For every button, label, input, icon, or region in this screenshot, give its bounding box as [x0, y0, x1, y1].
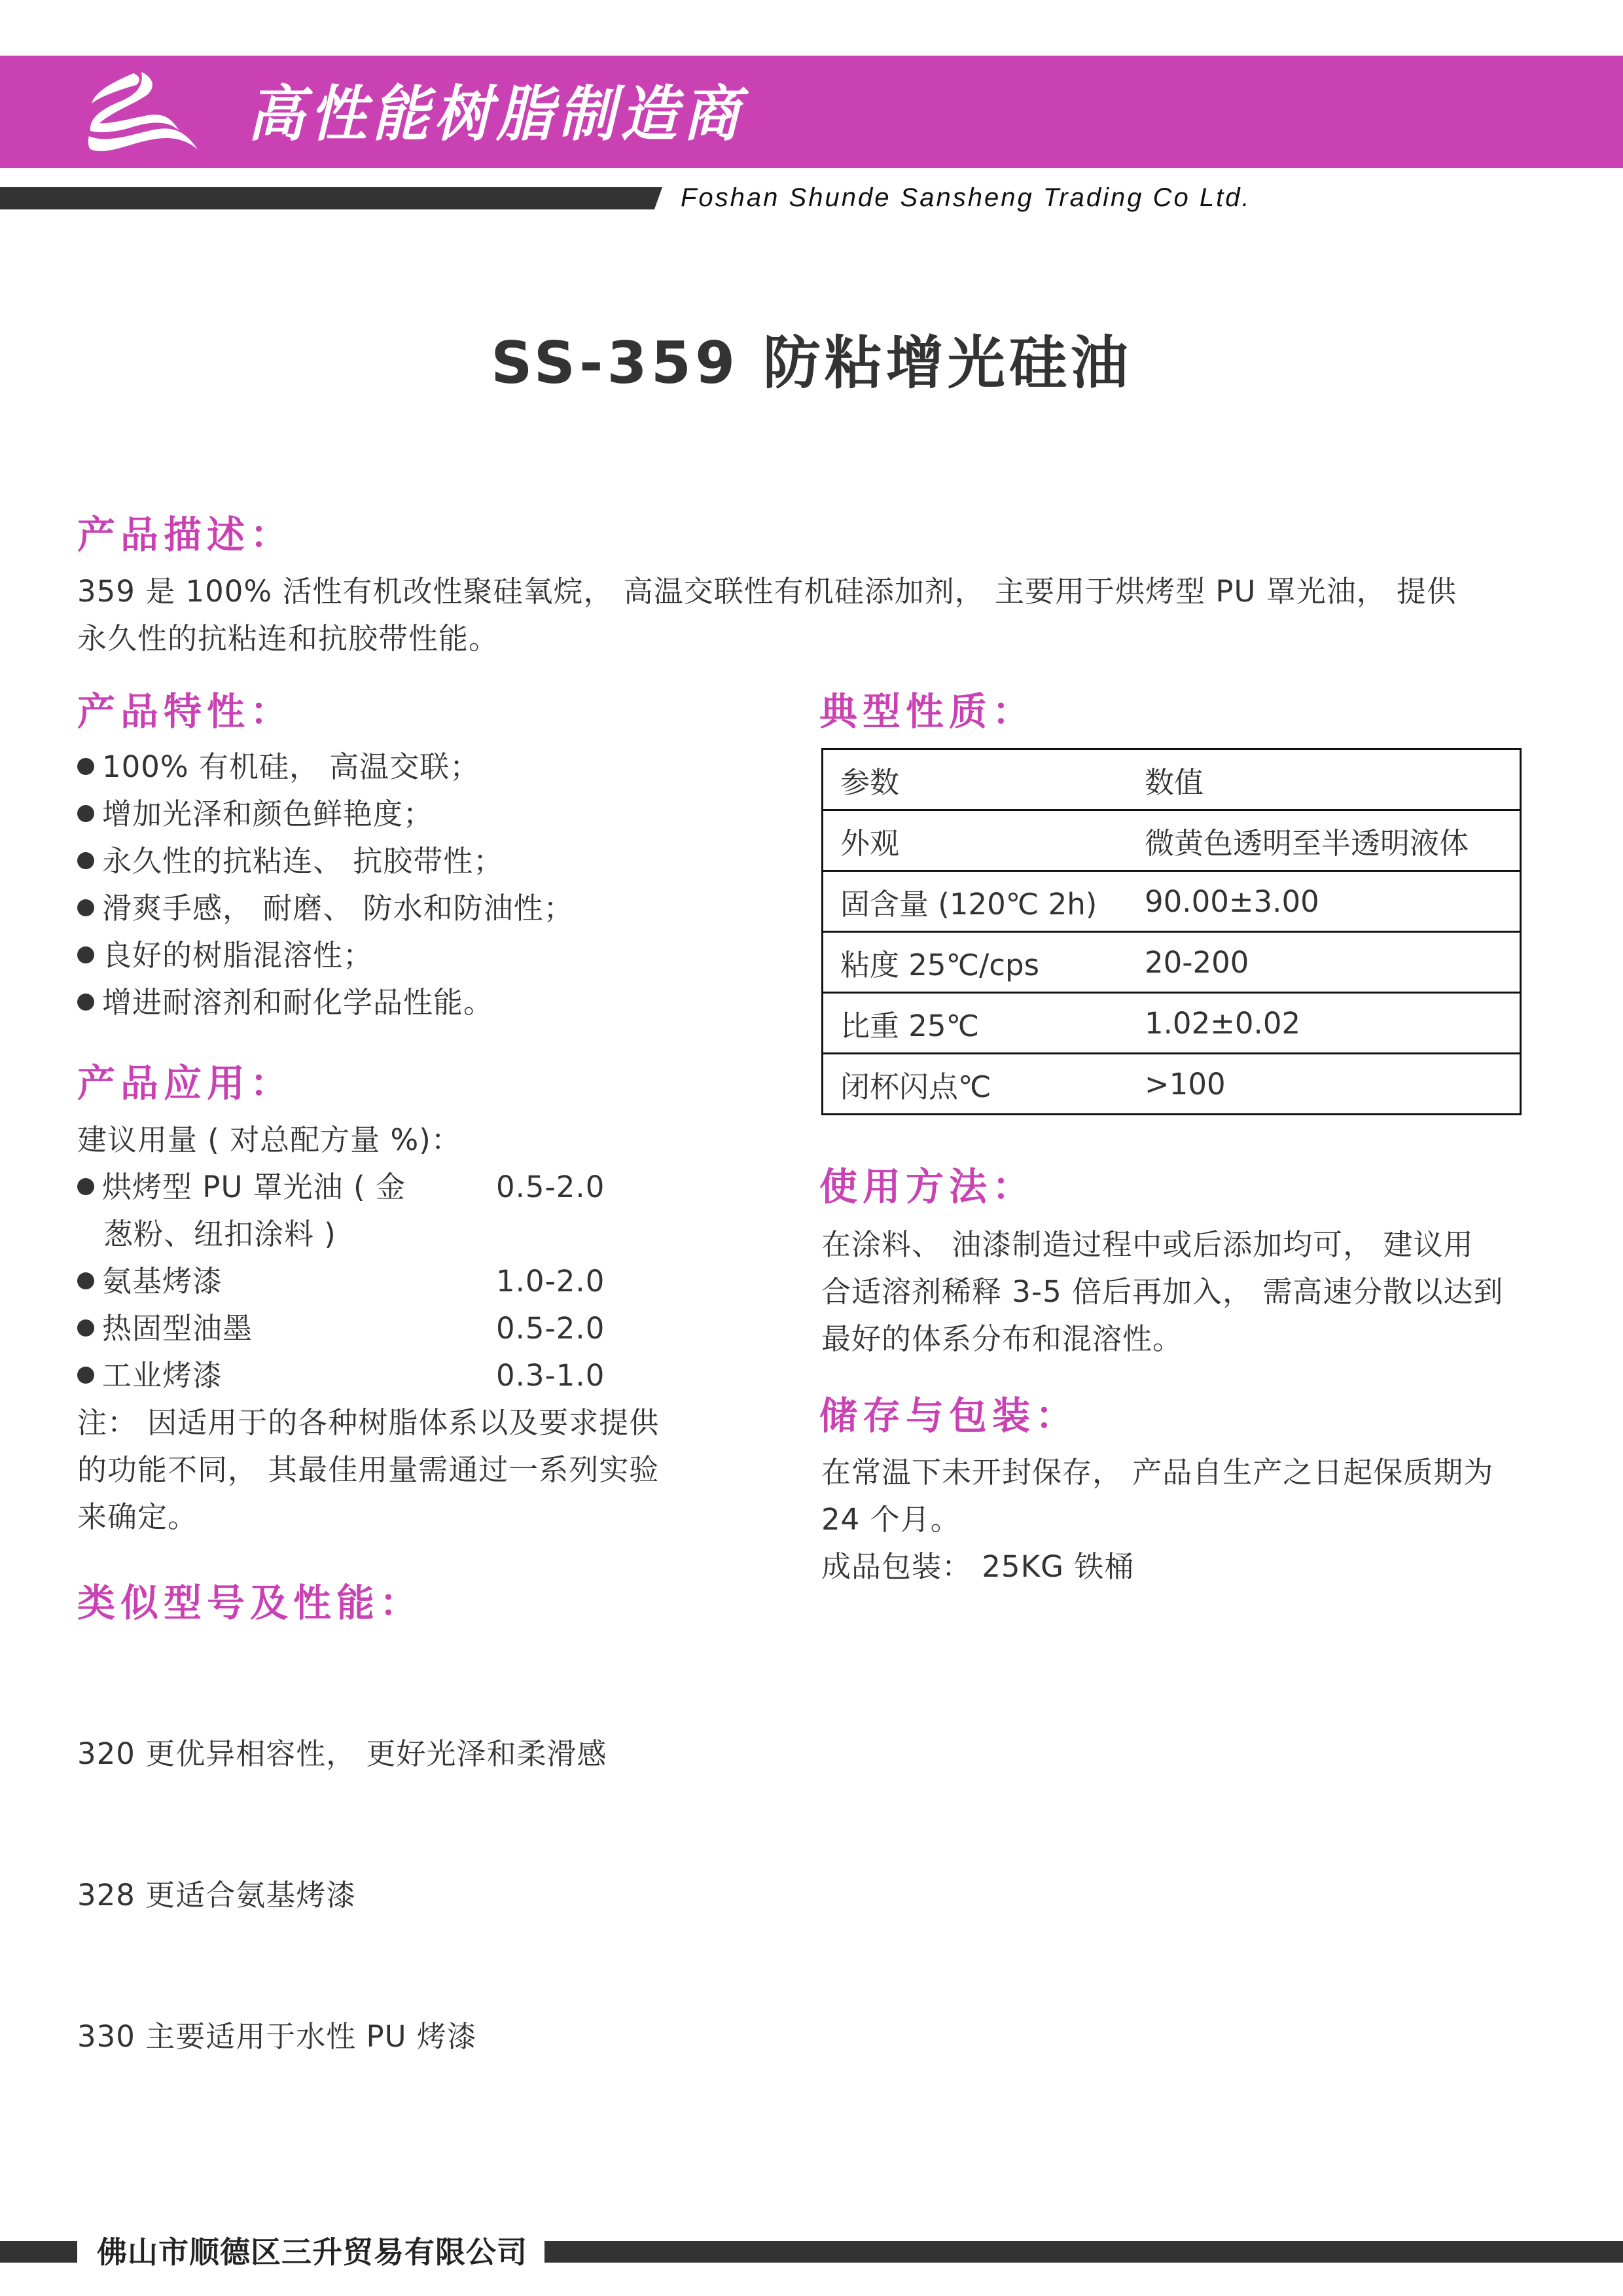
properties-heading: 典型性质： — [819, 689, 1036, 734]
note-line: 注： 因适用于的各种树脂体系以及要求提供 — [77, 1405, 660, 1440]
table-row — [823, 871, 1521, 932]
storage-line: 24 个月。 — [821, 1502, 961, 1537]
application-value: 0.3-1.0 — [496, 1358, 605, 1393]
param-cell: 闭杯闪点℃ — [823, 1054, 1139, 1115]
footer-company-name: 佛山市顺德区三升贸易有限公司 — [97, 2234, 527, 2270]
company-name-en: Foshan Shunde Sansheng Trading Co Ltd. — [681, 183, 1251, 212]
bullet-icon — [77, 1367, 94, 1384]
table-row — [823, 810, 1521, 871]
list-item — [77, 838, 574, 885]
application-value: 0.5-2.0 — [496, 1170, 605, 1204]
feature-text: 100% 有机硅， 高温交联； — [102, 749, 480, 784]
application-row — [77, 1258, 719, 1305]
table-row — [823, 932, 1521, 993]
features-list — [77, 744, 574, 1026]
param-cell: 外观 — [823, 810, 1139, 871]
header-slogan: 高性能树脂制造商 — [247, 79, 745, 149]
bullet-icon — [77, 758, 94, 775]
applications-block — [77, 1117, 719, 1541]
table-header-row — [823, 749, 1521, 810]
footer-bar-right — [544, 2241, 1623, 2263]
param-cell: 比重 25℃ — [823, 993, 1139, 1054]
note-line: 来确定。 — [77, 1499, 198, 1534]
column-header: 参数 — [823, 749, 1139, 810]
properties-table-wrap — [821, 748, 1522, 1115]
list-item — [77, 791, 574, 838]
description-heading: 产品描述： — [77, 512, 294, 557]
list-item: 320 更优异相容性， 更好光泽和柔滑感 — [77, 1736, 607, 1771]
list-item — [77, 744, 574, 791]
similar-heading: 类似型号及性能： — [77, 1581, 423, 1625]
feature-text: 良好的树脂混溶性； — [102, 938, 374, 973]
application-value: 1.0-2.0 — [496, 1264, 605, 1299]
feature-text: 增进耐溶剂和耐化学品性能。 — [102, 985, 494, 1020]
feature-text: 滑爽手感， 耐磨、 防水和防油性； — [102, 891, 574, 925]
description-line: 359 是 100% 活性有机改性聚硅氧烷， 高温交联性有机硅添加剂， 主要用于烘烤型 PU 罩光油， 提供 — [77, 574, 1457, 609]
usage-heading: 使用方法： — [819, 1164, 1036, 1209]
footer-bar-left — [0, 2241, 77, 2263]
list-item: 328 更适合氨基烤漆 — [77, 1878, 357, 1912]
applications-intro: 建议用量 ( 对总配方量 %)： — [77, 1122, 461, 1157]
application-row-continued — [77, 1211, 719, 1258]
application-row — [77, 1305, 719, 1352]
application-row — [77, 1352, 719, 1399]
value-cell: 20-200 — [1138, 932, 1521, 993]
bullet-icon — [77, 1272, 94, 1289]
feature-text: 永久性的抗粘连、 抗胶带性； — [102, 844, 504, 878]
bullet-icon — [77, 805, 94, 822]
bullet-icon — [77, 1178, 94, 1195]
properties-table — [821, 748, 1522, 1115]
usage-line: 在涂料、 油漆制造过程中或后添加均可， 建议用 — [821, 1227, 1474, 1262]
value-cell: >100 — [1138, 1054, 1521, 1115]
storage-heading: 储存与包装： — [819, 1393, 1079, 1438]
usage-line: 合适溶剂稀释 3-5 倍后再加入， 需高速分散以达到 — [821, 1274, 1504, 1309]
storage-text — [821, 1449, 1493, 1590]
application-value: 0.5-2.0 — [496, 1311, 605, 1346]
similar-list — [77, 1636, 607, 2108]
bullet-icon — [77, 1319, 94, 1336]
application-name: 热固型油墨 — [102, 1311, 253, 1346]
note-line: 的功能不同， 其最佳用量需通过一系列实验 — [77, 1452, 660, 1487]
wave-swirl-logo-icon — [76, 72, 204, 153]
storage-line: 在常温下未开封保存， 产品自生产之日起保质期为 — [821, 1455, 1494, 1490]
application-name: 烘烤型 PU 罩光油 ( 金 — [102, 1170, 406, 1204]
header-banner — [0, 56, 1623, 168]
storage-line: 成品包装： 25KG 铁桶 — [821, 1549, 1135, 1584]
header-divider — [0, 187, 662, 209]
applications-heading: 产品应用： — [77, 1061, 294, 1105]
list-item — [77, 932, 574, 979]
application-row — [77, 1164, 719, 1211]
usage-line: 最好的体系分布和混溶性。 — [821, 1321, 1183, 1356]
application-name: 氨基烤漆 — [102, 1264, 223, 1299]
bullet-icon — [77, 946, 94, 963]
param-cell: 固含量 (120℃ 2h) — [823, 871, 1139, 932]
feature-text: 增加光泽和颜色鲜艳度； — [102, 797, 434, 831]
value-cell: 1.02±0.02 — [1138, 993, 1521, 1054]
page-title: SS-359 防粘增光硅油 — [491, 329, 1132, 397]
features-heading: 产品特性： — [77, 689, 294, 734]
usage-text — [821, 1221, 1503, 1363]
application-name: 工业烤漆 — [102, 1358, 223, 1393]
value-cell: 90.00±3.00 — [1138, 871, 1521, 932]
description-line: 永久性的抗粘连和抗胶带性能。 — [77, 621, 499, 656]
bullet-icon — [77, 899, 94, 916]
value-cell: 微黄色透明至半透明液体 — [1138, 810, 1521, 871]
column-header: 数值 — [1138, 749, 1521, 810]
description-text — [77, 568, 1457, 662]
application-name-cont: 葱粉、纽扣涂料 ) — [103, 1217, 336, 1251]
list-item — [77, 885, 574, 932]
list-item: 330 主要适用于水性 PU 烤漆 — [77, 2019, 477, 2054]
bullet-icon — [77, 994, 94, 1011]
bullet-icon — [77, 852, 94, 869]
table-row — [823, 993, 1521, 1054]
param-cell: 粘度 25℃/cps — [823, 932, 1139, 993]
table-row — [823, 1054, 1521, 1115]
list-item — [77, 979, 574, 1026]
